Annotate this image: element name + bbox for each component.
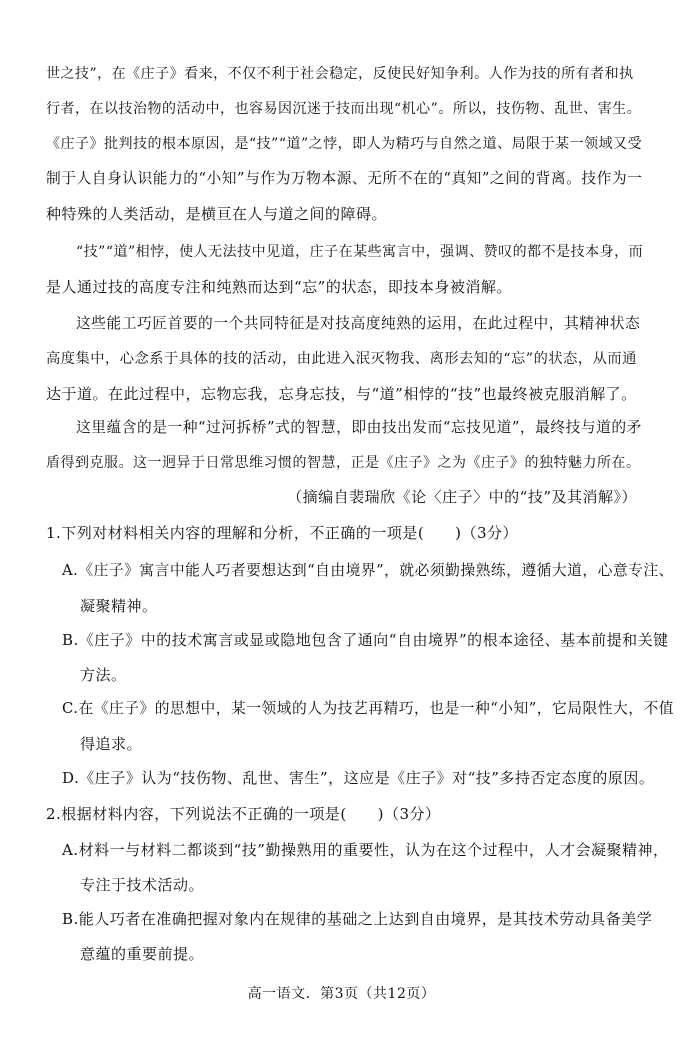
- paragraph-4-line-2: 盾得到克服。这一迥异于日常思维习惯的智慧，正是《庄子》之为《庄子》的独特魅力所在。: [46, 455, 641, 471]
- question-1-option-c-line-2: 得追求。: [80, 735, 143, 753]
- paragraph-1-line-1: 世之技”，在《庄子》看来，不仅不利于社会稳定，反使民好知争利。人作为技的所有者和执: [46, 66, 634, 82]
- question-1-option-a-line-1: A.《庄子》寓言中能人巧者要想达到“自由境界”，就必须勤操熟练，遵循大道，心意专注、: [62, 562, 674, 579]
- paragraph-1-line-4: 制于人自身认识能力的“小知”与作为万物本源、无所不在的“真知”之间的背离。技作为一: [46, 170, 643, 187]
- paragraph-3-line-3: 达于道。在此过程中，忘物忘我，忘身忘技，与“道”相悖的“技”也最终被克服消解了。: [46, 385, 637, 403]
- paragraph-1-line-3: 《庄子》批判技的根本原因，是“技”“道”之悖，即人为精巧与自然之道、局限于某一领域又受: [46, 136, 643, 152]
- question-1-option-c-line-1: C.在《庄子》的思想中，某一领域的人为技艺再精巧，也是一种“小知”，它局限性大，不值: [62, 700, 675, 717]
- source-citation: （摘编自裴瑞欣《论〈庄子〉中的“技”及其消解》）: [287, 488, 637, 506]
- question-1-option-a-line-2: 凝聚精神。: [80, 597, 158, 615]
- paragraph-2-line-2: 是人通过技的高度专注和纯熟而达到“忘”的状态，即技本身被消解。: [46, 278, 512, 296]
- question-1-option-b-line-2: 方法。: [80, 666, 127, 684]
- paragraph-3-line-1: 这些能工巧匠首要的一个共同特征是对技高度纯熟的运用，在此过程中，其精神状态: [76, 315, 641, 332]
- question-2-option-b-line-1: B.能人巧者在准确把握对象内在规律的基础之上达到自由境界，是其技术劳动具备美学: [62, 910, 653, 928]
- question-2-option-a-line-1: A.材料一与材料二都谈到“技”勤操熟用的重要性，认为在这个过程中，人才会凝聚精神，: [62, 841, 669, 859]
- paragraph-1-line-2: 行者，在以技治物的活动中，也容易因沉迷于技而出现“机心”。所以，技伤物、乱世、害生。: [46, 101, 642, 117]
- question-1-stem: 1.下列对材料相关内容的理解和分析，不正确的一项是( )（3分）: [46, 524, 519, 542]
- question-1-option-b-line-1: B.《庄子》中的技术寓言或显或隐地包含了通向“自由境界”的根本途径、基本前提和关键: [62, 631, 669, 649]
- paragraph-1-line-5: 种特殊的人类活动，是横亘在人与道之间的障碍。: [46, 205, 388, 223]
- question-2-option-a-line-2: 专注于技术活动。: [80, 876, 205, 894]
- paragraph-2-line-1: “技”“道”相悖，使人无法技中见道，庄子在某些寓言中，强调、赞叹的都不是技本身，而: [76, 244, 644, 260]
- paragraph-4-line-1: 这里蕴含的是一种“过河拆桥”式的智慧，即由技出发而“忘技见道”，最终技与道的矛: [76, 419, 642, 436]
- question-2-stem: 2.根据材料内容，下列说法不正确的一项是( )（3分）: [46, 805, 441, 823]
- question-2-option-b-line-2: 意蕴的重要前提。: [80, 945, 205, 963]
- question-1-option-d-line-1: D.《庄子》认为“技伤物、乱世、害生”，这应是《庄子》对“技”多持否定态度的原因。: [62, 769, 655, 787]
- paragraph-3-line-2: 高度集中，心念系于具体的技的活动，由此进入泯灭物我、离形去知的“忘”的状态，从而通: [46, 351, 637, 367]
- page-footer: 高一语文．第3页（共12页）: [247, 986, 436, 1002]
